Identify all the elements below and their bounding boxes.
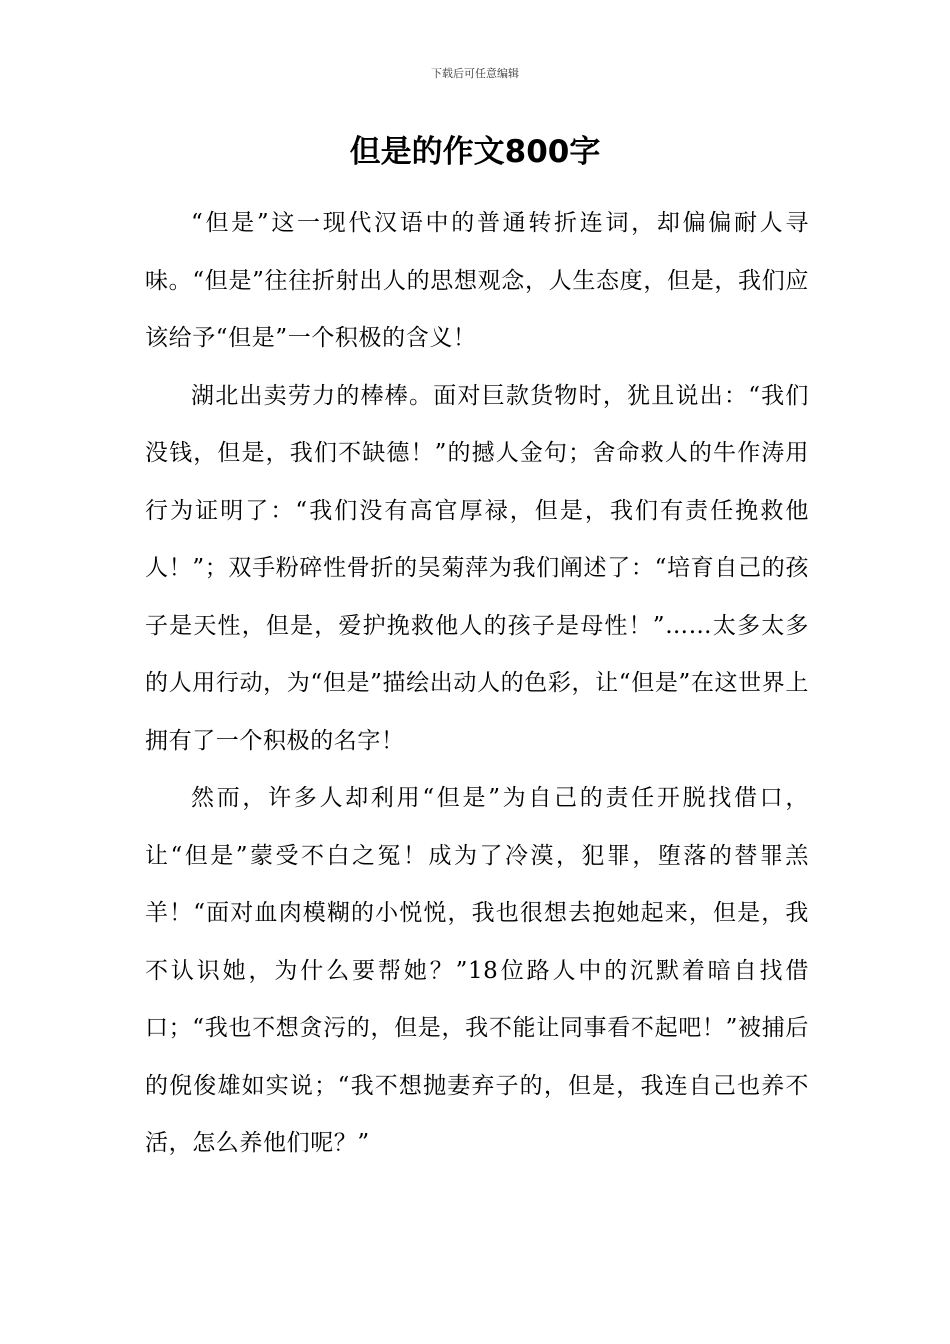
document-title: 但是的作文800字 <box>349 134 601 170</box>
paragraph-2: 湖北出卖劳力的棒棒。面对巨款货物时，犹且说出：“我们没钱，但是，我们不缺德！”的撼人金句；舍命救人的牛作涛用行为证明了：“我们没有高官厚禄，但是，我们有责任挽救他人！”；双手粉碎性骨折的吴菊萍为我们阐述了：“培育自己的孩子是天性，但是，爱护挽救他人的孩子是母性！”……太多太多的人用行动，为“但是”描绘出动人的色彩，让“但是”在这世界上拥有了一个积极的名字！ <box>145 382 809 754</box>
document-body <box>145 195 809 1173</box>
paragraph-3: 然而，许多人却利用“但是”为自己的责任开脱找借口，让“但是”蒙受不白之冤！成为了冷漠，犯罪，堕落的替罪羔羊！“面对血肉模糊的小悦悦，我也很想去抱她起来，但是，我不认识她，为什么要帮她？”18位路人中的沉默着暗自找借口；“我也不想贪污的，但是，我不能让同事看不起吧！”被捕后的倪俊雄如实说；“我不想抛妻弃子的，但是，我连自己也养不活，怎么养他们呢？” <box>145 785 809 1156</box>
header-note: 下载后可任意编辑 <box>431 67 519 80</box>
paragraph-1: “但是”这一现代汉语中的普通转折连词，却偏偏耐人寻味。“但是”往往折射出人的思想观念，人生态度，但是，我们应该给予“但是”一个积极的含义！ <box>145 210 809 351</box>
